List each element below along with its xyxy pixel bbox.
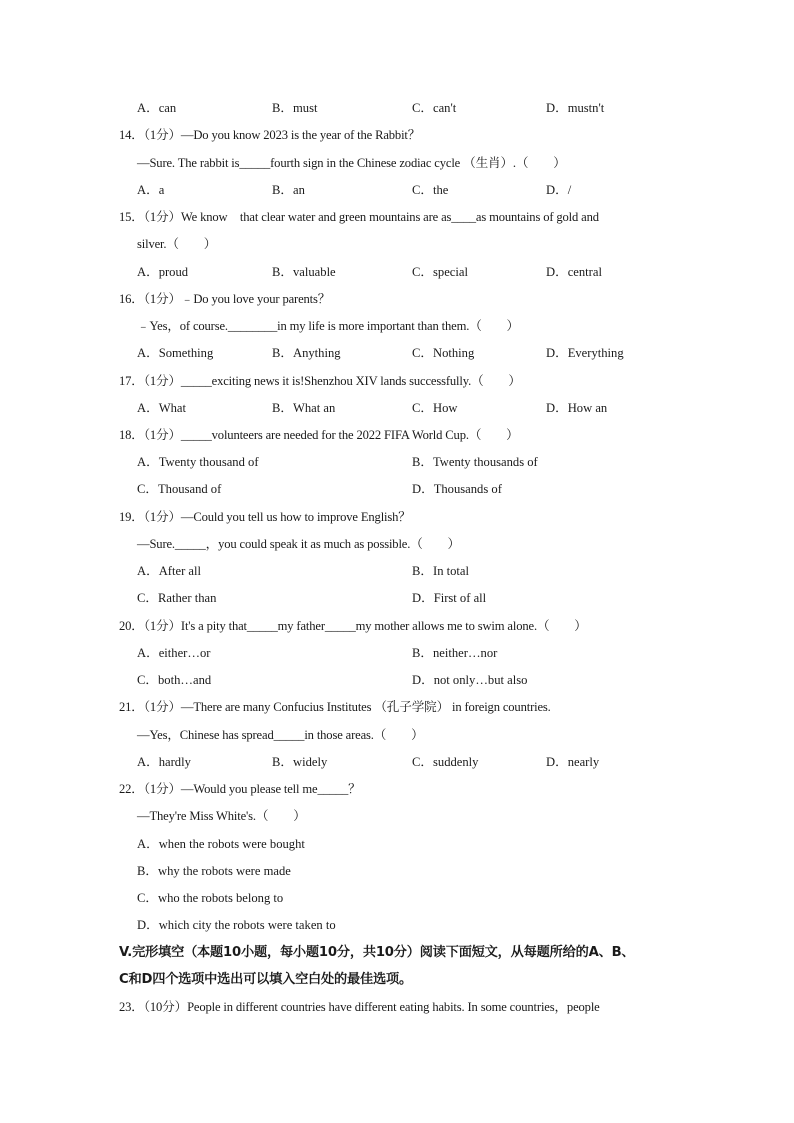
q14-option-b[interactable]: B．an	[272, 183, 305, 197]
q13-option-b[interactable]: B．must	[272, 101, 318, 115]
q18-option-d[interactable]: D．Thousands of	[412, 482, 502, 496]
q16-line2: ﹣Yes，of course.________in my life is more important than them.（ ）	[137, 319, 519, 333]
q22-line2: —They're Miss White's.（ ）	[137, 809, 306, 823]
q15-option-a[interactable]: A．proud	[137, 265, 189, 279]
q18-option-b[interactable]: B．Twenty thousands of	[412, 455, 538, 469]
q15-line2: silver.（ ）	[137, 237, 217, 251]
q22-option-c[interactable]: C．who the robots belong to	[137, 891, 284, 905]
q14-option-c[interactable]: C．the	[412, 183, 449, 197]
q19-option-b[interactable]: B．In total	[412, 564, 470, 578]
q20-stem: 20．（1分）It's a pity that_____my father_____my mother allows me to swim alone.（ ）	[119, 619, 587, 633]
q19-option-d[interactable]: D．First of all	[412, 591, 487, 605]
q21-option-a[interactable]: A．hardly	[137, 755, 191, 769]
q19-stem: 19．（1分）—Could you tell us how to improve English？	[119, 510, 411, 524]
q18-option-c[interactable]: C．Thousand of	[137, 482, 222, 496]
q16-option-b[interactable]: B．Anything	[272, 346, 341, 360]
q21-option-d[interactable]: D．nearly	[546, 755, 600, 769]
q14-line2: —Sure. The rabbit is_____fourth sign in the Chinese zodiac cycle （生肖）.（ ）	[137, 156, 566, 170]
q22-option-a[interactable]: A．when the robots were bought	[137, 837, 305, 851]
q16-option-d[interactable]: D．Everything	[546, 346, 624, 360]
q19-option-a[interactable]: A．After all	[137, 564, 201, 578]
q17-stem: 17．（1分）_____exciting news it is!Shenzhou XIV lands successfully.（ ）	[119, 374, 521, 388]
q21-stem: 21．（1分）—There are many Confucius Institutes （孔子学院） in foreign countries.	[119, 700, 551, 714]
q18-stem: 18．（1分）_____volunteers are needed for the 2022 FIFA World Cup.（ ）	[119, 428, 519, 442]
q13-option-c[interactable]: C．can't	[412, 101, 457, 115]
q17-option-a[interactable]: A．What	[137, 401, 186, 415]
q18-option-a[interactable]: A．Twenty thousand of	[137, 455, 259, 469]
q17-option-c[interactable]: C．How	[412, 401, 458, 415]
q20-option-d[interactable]: D．not only…but also	[412, 673, 528, 687]
q16-option-a[interactable]: A．Something	[137, 346, 214, 360]
section-5-heading: V.完形填空（本题10小题，每小题10分，共10分）阅读下面短文，从每题所给的A、B、	[119, 945, 635, 960]
q15-option-b[interactable]: B．valuable	[272, 265, 336, 279]
section-5-heading-line2: C和D四个选项中选出可以填入空白处的最佳选项。	[119, 972, 412, 987]
q19-line2: —Sure._____，you could speak it as much as possible.（ ）	[137, 537, 461, 551]
q22-option-d[interactable]: D．which city the robots were taken to	[137, 918, 336, 932]
q14-option-a[interactable]: A．a	[137, 183, 165, 197]
q13-option-a[interactable]: A．can	[137, 101, 177, 115]
q15-option-d[interactable]: D．central	[546, 265, 602, 279]
q17-option-b[interactable]: B．What an	[272, 401, 336, 415]
q20-option-b[interactable]: B．neither…nor	[412, 646, 498, 660]
q21-line2: —Yes，Chinese has spread_____in those areas.（ ）	[137, 728, 424, 742]
q14-stem: 14．（1分）—Do you know 2023 is the year of the Rabbit？	[119, 128, 421, 142]
q20-option-a[interactable]: A．either…or	[137, 646, 211, 660]
q15-option-c[interactable]: C．special	[412, 265, 468, 279]
q21-option-c[interactable]: C．suddenly	[412, 755, 479, 769]
q16-option-c[interactable]: C．Nothing	[412, 346, 475, 360]
q19-option-c[interactable]: C．Rather than	[137, 591, 217, 605]
q14-option-d[interactable]: D．/	[546, 183, 572, 197]
q22-stem: 22．（1分）—Would you please tell me_____？	[119, 782, 361, 796]
q17-option-d[interactable]: D．How an	[546, 401, 608, 415]
q23-stem: 23．（10分）People in different countries have different eating habits. In some countries，people	[119, 1000, 600, 1014]
q21-option-b[interactable]: B．widely	[272, 755, 328, 769]
q13-option-d[interactable]: D．mustn't	[546, 101, 605, 115]
q22-option-b[interactable]: B．why the robots were made	[137, 864, 291, 878]
q16-stem: 16．（1分）﹣Do you love your parents？	[119, 292, 331, 306]
q20-option-c[interactable]: C．both…and	[137, 673, 212, 687]
q15-stem: 15．（1分）We know that clear water and green mountains are as____as mountains of gold and	[119, 210, 599, 224]
